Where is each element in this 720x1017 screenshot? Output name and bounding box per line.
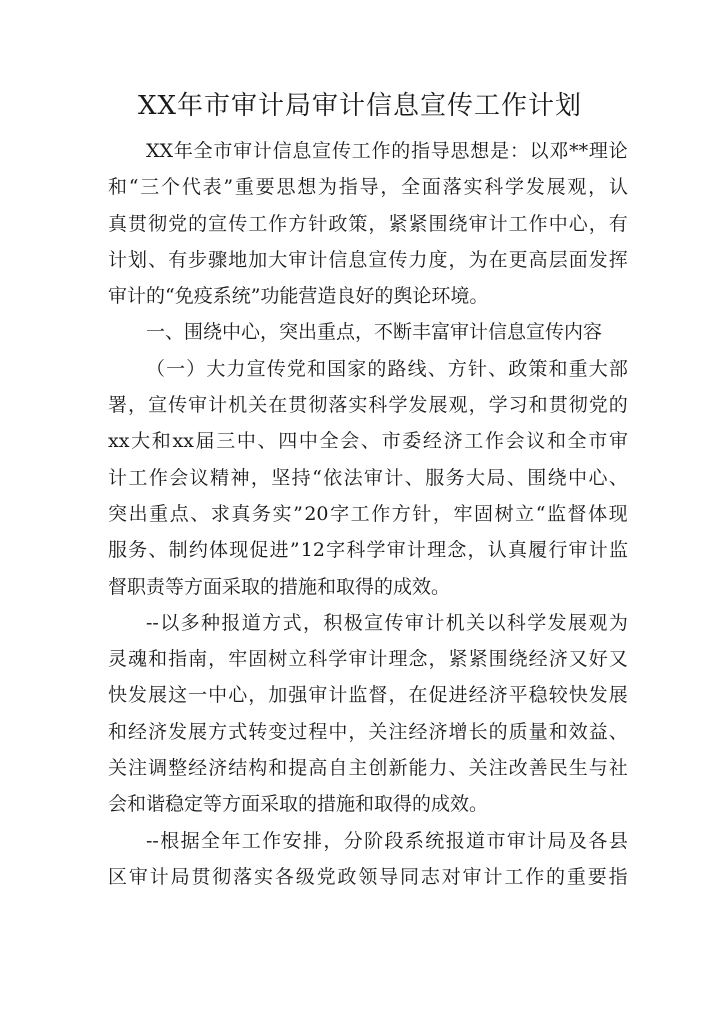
text-line: 灵 魂 和 指 南 ， 牢 固 树 立 科 学 审 计 理 念 ， 紧 紧 围 绕 经 济 又 好 又 xyxy=(108,648,628,671)
text-line: 真 贯 彻 党 的 宣 传 工 作 方 针 政 策 ， 紧 紧 围 绕 审 计 工 作 中 心 ， 有 xyxy=(108,212,628,235)
text-line: 和 “ 三 个 代 表 ” 重 要 思 想 为 指 导 ， 全 面 落 实 科 学 发 展 观 ， 认 xyxy=(108,176,628,199)
text-line: xx 大 和 xx 届 三 中 、 四 中 全 会 、 市 委 经 济 工 作 会 议 和 全 市 审 xyxy=(108,430,628,453)
text-line: XX 年 全 市 审 计 信 息 宣 传 工 作 的 指 导 思 想 是 ： 以 邓 ** 理 论 xyxy=(146,140,628,162)
text-line: 审计的“免疫系统”功能营造良好的舆论环境。 xyxy=(108,285,489,308)
text-line: 计 工 作 会 议 精 神 ， 坚 持 “ 依 法 审 计 、 服 务 大 局 、 围 绕 中 心 、 xyxy=(108,466,628,489)
text-line: 会和谐稳定等方面采取的措施和取得的成效。 xyxy=(108,793,489,816)
text-line: 署 ， 宣 传 审 计 机 关 在 贯 彻 落 实 科 学 发 展 观 ， 学 习 和 贯 彻 党 的 xyxy=(108,394,628,417)
document-title: XX年市审计局审计信息宣传工作计划 xyxy=(137,91,583,121)
text-line: -- 根 据 全 年 工 作 安 排 ， 分 阶 段 系 统 报 道 市 审 计 局 及 各 县 xyxy=(146,829,628,852)
text-line: 服 务 、 制 约 体 现 促 进 ” 12 字 科 学 审 计 理 念 ， 认 真 履 行 审 计 监 xyxy=(108,539,628,562)
text-line: 关 注 调 整 经 济 结 构 和 提 高 自 主 创 新 能 力 、 关 注 改 善 民 生 与 社 xyxy=(108,757,628,780)
text-line: 区 审 计 局 贯 彻 落 实 各 级 党 政 领 导 同 志 对 审 计 工 作 的 重 要 指 xyxy=(108,865,628,888)
text-line: 和 经 济 发 展 方 式 转 变 过 程 中 ， 关 注 经 济 增 长 的 质 量 和 效 益 、 xyxy=(108,720,628,743)
document-body xyxy=(108,133,628,895)
text-line: 计 划 、 有 步 骤 地 加 大 审 计 信 息 宣 传 力 度 ， 为 在 更 高 层 面 发 挥 xyxy=(108,248,628,271)
text-line: 督职责等方面采取的措施和取得的成效。 xyxy=(108,575,451,598)
text-line: （ 一 ） 大 力 宣 传 党 和 国 家 的 路 线 、 方 针 、 政 策 和 重 大 部 xyxy=(146,357,628,380)
text-line: 一、围绕中心，突出重点，不断丰富审计信息宣传内容 xyxy=(146,321,603,344)
text-line: 快 发 展 这 一 中 心 ， 加 强 审 计 监 督 ， 在 促 进 经 济 平 稳 较 快 发 展 xyxy=(108,684,628,707)
text-line: 突 出 重 点 、 求 真 务 实 ” 20 字 工 作 方 针 ， 牢 固 树 立 “ 监 督 体 现 xyxy=(108,502,628,525)
text-line: -- 以 多 种 报 道 方 式 ， 积 极 宣 传 审 计 机 关 以 科 学 发 展 观 为 xyxy=(146,611,628,634)
